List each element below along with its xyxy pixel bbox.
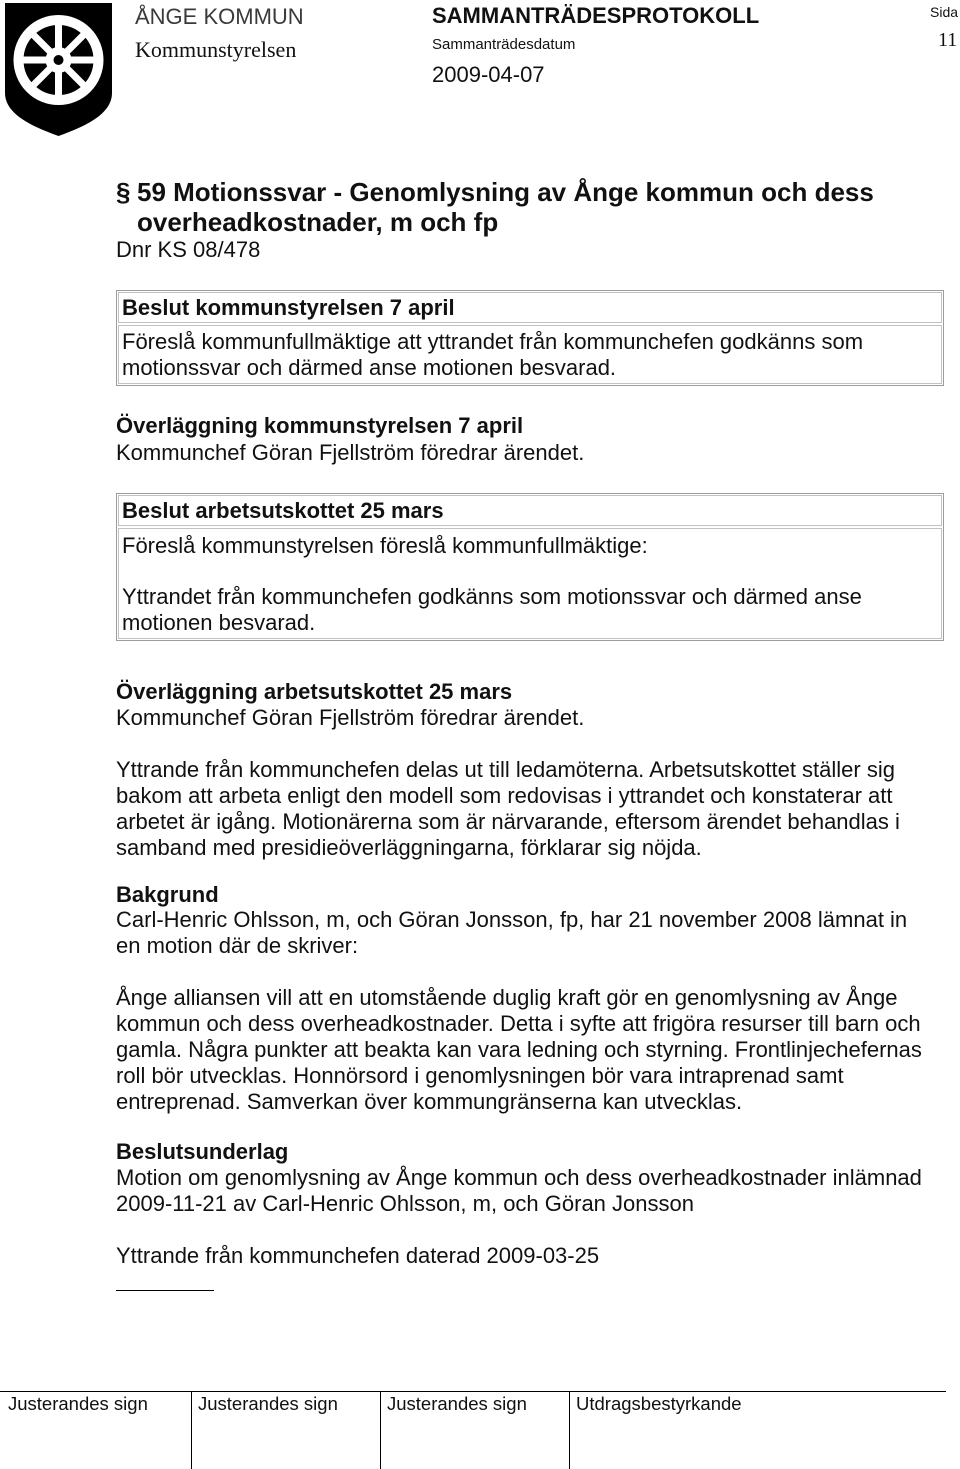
decision-au-text-line: motionen besvarad. <box>122 610 316 635</box>
municipality-name: ÅNGE KOMMUN <box>135 4 304 29</box>
signature-field-label: Justerandes sign <box>387 1393 527 1414</box>
section-end-rule <box>116 1290 214 1291</box>
signature-field-label: Justerandes sign <box>198 1393 338 1414</box>
item-title-line: overheadkostnader, m och fp <box>137 207 499 237</box>
deliberation-au-paragraph-line: arbetet är igång. Motionärerna som är närvarande, eftersom ärendet behandlas i <box>116 809 900 834</box>
decision-basis-heading: Beslutsunderlag <box>116 1139 289 1164</box>
meeting-date: 2009-04-07 <box>432 62 545 87</box>
motion-quote-line: roll bör utvecklas. Honnörsord i genomlysningen bör vara intraprenad samt <box>116 1063 844 1088</box>
background-heading: Bakgrund <box>116 882 219 907</box>
signature-field-label: Justerandes sign <box>8 1393 148 1414</box>
deliberation-ks-heading: Överläggning kommunstyrelsen 7 april <box>116 413 524 438</box>
deliberation-au-text: Kommunchef Göran Fjellström föredrar ärendet. <box>116 705 585 730</box>
footer-top-rule <box>0 1391 946 1392</box>
decision-au-intro: Föreslå kommunstyrelsen föreslå kommunfullmäktige: <box>122 533 648 558</box>
document-type: SAMMANTRÄDESPROTOKOLL <box>432 3 760 28</box>
background-intro-line: Carl-Henric Ohlsson, m, och Göran Jonsson, fp, har 21 november 2008 lämnat in <box>116 907 908 932</box>
decision-basis-document-line: Motion om genomlysning av Ånge kommun och dess overheadkostnader inlämnad <box>116 1165 922 1190</box>
registration-number: Dnr KS 08/478 <box>116 237 261 262</box>
decision-ks-heading: Beslut kommunstyrelsen 7 april <box>122 295 455 320</box>
decision-ks-box <box>116 290 944 386</box>
footer-column-divider <box>569 1391 570 1469</box>
page-number-label: Sida <box>930 4 959 20</box>
decision-au-box <box>116 493 944 641</box>
decision-ks-text-line: motionssvar och därmed anse motionen besvarad. <box>122 355 617 380</box>
deliberation-ks-text: Kommunchef Göran Fjellström föredrar ärendet. <box>116 440 585 465</box>
decision-au-heading: Beslut arbetsutskottet 25 mars <box>122 498 444 523</box>
committee-name: Kommunstyrelsen <box>135 37 297 62</box>
deliberation-au-paragraph-line: bakom att arbeta enligt den modell som redovisas i yttrandet och konstaterar att <box>116 783 893 808</box>
page-number: 11 <box>938 29 958 51</box>
deliberation-au-heading: Överläggning arbetsutskottet 25 mars <box>116 679 513 704</box>
item-title-line: 59 Motionssvar - Genomlysning av Ånge kommun och dess <box>137 177 874 207</box>
decision-ks-text-line: Föreslå kommunfullmäktige att yttrandet från kommunchefen godkänns som <box>122 329 864 354</box>
meeting-date-label: Sammanträdesdatum <box>432 36 576 53</box>
motion-quote-line: Ånge alliansen vill att en utomstående duglig kraft gör en genomlysning av Ånge <box>116 985 898 1010</box>
section-sign: § <box>116 177 131 207</box>
deliberation-au-paragraph-line: Yttrande från kommunchefen delas ut till ledamöterna. Arbetsutskottet ställer sig <box>116 757 895 782</box>
decision-au-text-line: Yttrandet från kommunchefen godkänns som motionssvar och därmed anse <box>122 584 862 609</box>
certification-field-label: Utdragsbestyrkande <box>576 1393 742 1414</box>
decision-basis-document-line: Yttrande från kommunchefen daterad 2009-03-25 <box>116 1243 600 1268</box>
deliberation-au-paragraph-line: samband med presidieöverläggningarna, förklarar sig nöjda. <box>116 835 702 860</box>
decision-basis-document-line: 2009-11-21 av Carl-Henric Ohlsson, m, och Göran Jonsson <box>116 1191 694 1216</box>
background-intro-line: en motion där de skriver: <box>116 933 359 958</box>
footer-column-divider <box>380 1391 381 1469</box>
motion-quote-line: entreprenad. Samverkan över kommungränserna kan utvecklas. <box>116 1089 743 1114</box>
motion-quote-line: gamla. Några punkter att beakta kan vara ledning och styrning. Frontlinjechefernas <box>116 1037 922 1062</box>
footer-column-divider <box>191 1391 192 1469</box>
wheel-crest-icon <box>3 1 115 137</box>
motion-quote-line: kommun och dess overheadkostnader. Detta i syfte att frigöra resurser till barn och <box>116 1011 921 1036</box>
